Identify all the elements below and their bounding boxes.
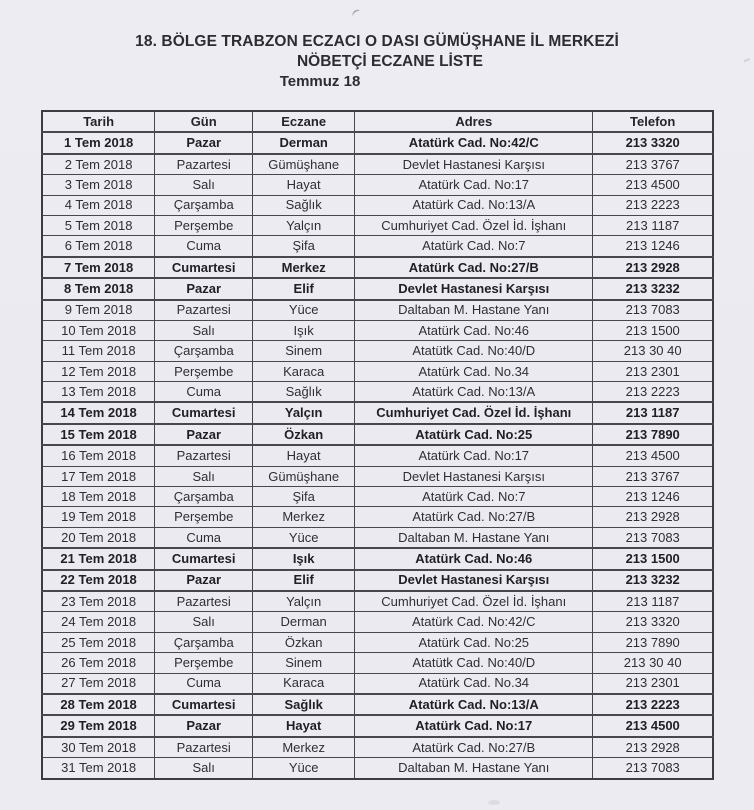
cell-gun: Perşembe — [155, 361, 253, 381]
cell-adres: Atatürk Cad. No:25 — [355, 424, 593, 445]
cell-tarih: 19 Tem 2018 — [42, 507, 155, 527]
cell-gun: Pazar — [155, 570, 253, 591]
cell-gun: Pazartesi — [155, 154, 253, 175]
table-header-row — [42, 111, 713, 132]
cell-eczane: Şifa — [253, 487, 355, 507]
cell-gun: Pazartesi — [155, 737, 253, 758]
cell-eczane: Sağlık — [253, 694, 355, 715]
column-header-adres: Adres — [355, 111, 593, 132]
cell-adres: Daltaban M. Hastane Yanı — [355, 758, 593, 779]
cell-telefon: 213 2928 — [593, 737, 713, 758]
cell-tarih: 22 Tem 2018 — [42, 570, 155, 591]
document-month-label: Temmuz 18 — [279, 73, 361, 90]
table-row — [42, 341, 713, 361]
cell-tarih: 9 Tem 2018 — [42, 300, 155, 321]
cell-adres: Atatürk Cad. No:27/B — [355, 507, 593, 527]
cell-gun: Cuma — [155, 527, 253, 548]
cell-telefon: 213 3232 — [593, 278, 713, 299]
cell-telefon: 213 1500 — [593, 320, 713, 340]
cell-gun: Cuma — [155, 673, 253, 694]
cell-tarih: 26 Tem 2018 — [42, 653, 155, 673]
cell-tarih: 28 Tem 2018 — [42, 694, 155, 715]
cell-telefon: 213 2223 — [593, 195, 713, 215]
cell-eczane: Yalçın — [253, 402, 355, 423]
cell-gun: Cumartesi — [155, 402, 253, 423]
table-row — [42, 195, 713, 215]
cell-gun: Pazar — [155, 424, 253, 445]
cell-eczane: Şifa — [253, 236, 355, 257]
cell-eczane: Yüce — [253, 527, 355, 548]
cell-telefon: 213 3320 — [593, 612, 713, 632]
column-header-telefon: Telefon — [593, 111, 713, 132]
cell-telefon: 213 4500 — [593, 175, 713, 195]
table-row — [42, 175, 713, 195]
cell-gun: Salı — [155, 175, 253, 195]
cell-eczane: Hayat — [253, 445, 355, 466]
cell-adres: Atatürk Cad. No:46 — [355, 320, 593, 340]
cell-tarih: 18 Tem 2018 — [42, 487, 155, 507]
document-title: 18. BÖLGE TRABZON ECZACI O DASI GÜMÜŞHANE İL MERKEZİ — [135, 33, 619, 50]
cell-telefon: 213 2223 — [593, 382, 713, 403]
cell-eczane: Derman — [253, 132, 355, 153]
cell-gun: Cuma — [155, 236, 253, 257]
cell-tarih: 12 Tem 2018 — [42, 361, 155, 381]
cell-telefon: 213 7890 — [593, 424, 713, 445]
table-row — [42, 715, 713, 736]
cell-telefon: 213 2223 — [593, 694, 713, 715]
cell-adres: Daltaban M. Hastane Yanı — [355, 527, 593, 548]
cell-eczane: Merkez — [253, 737, 355, 758]
cell-eczane: Yalçın — [253, 591, 355, 612]
cell-adres: Devlet Hastanesi Karşısı — [355, 154, 593, 175]
cell-eczane: Merkez — [253, 507, 355, 527]
cell-gun: Pazartesi — [155, 300, 253, 321]
cell-telefon: 213 4500 — [593, 445, 713, 466]
cell-gun: Çarşamba — [155, 487, 253, 507]
cell-telefon: 213 1187 — [593, 215, 713, 235]
cell-eczane: Yüce — [253, 300, 355, 321]
table-row — [42, 591, 713, 612]
table-row — [42, 487, 713, 507]
cell-telefon: 213 3767 — [593, 154, 713, 175]
pharmacy-duty-table — [41, 110, 714, 780]
cell-eczane: Sinem — [253, 653, 355, 673]
cell-tarih: 29 Tem 2018 — [42, 715, 155, 736]
cell-eczane: Gümüşhane — [253, 154, 355, 175]
cell-adres: Atatürk Cad. No:17 — [355, 445, 593, 466]
cell-gun: Çarşamba — [155, 632, 253, 652]
table-row — [42, 215, 713, 235]
column-header-tarih: Tarih — [42, 111, 155, 132]
cell-eczane: Yalçın — [253, 215, 355, 235]
cell-tarih: 15 Tem 2018 — [42, 424, 155, 445]
table-row — [42, 445, 713, 466]
cell-telefon: 213 30 40 — [593, 341, 713, 361]
cell-telefon: 213 7083 — [593, 758, 713, 779]
cell-gun: Pazar — [155, 278, 253, 299]
table-row — [42, 527, 713, 548]
cell-telefon: 213 1500 — [593, 548, 713, 569]
table-row — [42, 548, 713, 569]
cell-gun: Cumartesi — [155, 548, 253, 569]
table-row — [42, 402, 713, 423]
table-row — [42, 632, 713, 652]
cell-adres: Atatürk Cad. No:27/B — [355, 257, 593, 278]
cell-telefon: 213 30 40 — [593, 653, 713, 673]
cell-adres: Devlet Hastanesi Karşısı — [355, 570, 593, 591]
cell-telefon: 213 2928 — [593, 257, 713, 278]
cell-telefon: 213 2928 — [593, 507, 713, 527]
cell-adres: Atatürk Cad. No:25 — [355, 632, 593, 652]
cell-tarih: 16 Tem 2018 — [42, 445, 155, 466]
column-header-gun: Gün — [155, 111, 253, 132]
cell-gun: Cumartesi — [155, 257, 253, 278]
cell-adres: Atatürk Cad. No:7 — [355, 487, 593, 507]
cell-gun: Cuma — [155, 382, 253, 403]
cell-telefon: 213 7890 — [593, 632, 713, 652]
cell-eczane: Gümüşhane — [253, 466, 355, 486]
cell-tarih: 14 Tem 2018 — [42, 402, 155, 423]
cell-gun: Perşembe — [155, 653, 253, 673]
table-row — [42, 570, 713, 591]
table-row — [42, 424, 713, 445]
cell-tarih: 31 Tem 2018 — [42, 758, 155, 779]
cell-gun: Salı — [155, 320, 253, 340]
cell-telefon: 213 7083 — [593, 300, 713, 321]
cell-tarih: 11 Tem 2018 — [42, 341, 155, 361]
cell-tarih: 2 Tem 2018 — [42, 154, 155, 175]
cell-adres: Atatürk Cad. No:42/C — [355, 132, 593, 153]
cell-tarih: 20 Tem 2018 — [42, 527, 155, 548]
cell-adres: Cumhuriyet Cad. Özel İd. İşhanı — [355, 215, 593, 235]
cell-tarih: 8 Tem 2018 — [42, 278, 155, 299]
cell-adres: Atatürk Cad. No:17 — [355, 715, 593, 736]
cell-gun: Salı — [155, 466, 253, 486]
cell-gun: Pazar — [155, 132, 253, 153]
cell-gun: Pazartesi — [155, 445, 253, 466]
cell-gun: Çarşamba — [155, 195, 253, 215]
document-header — [0, 32, 754, 92]
cell-gun: Pazar — [155, 715, 253, 736]
cell-tarih: 7 Tem 2018 — [42, 257, 155, 278]
cell-eczane: Sağlık — [253, 195, 355, 215]
table-row — [42, 694, 713, 715]
cell-adres: Atatütk Cad. No:40/D — [355, 653, 593, 673]
table-row — [42, 612, 713, 632]
cell-adres: Atatürk Cad. No.34 — [355, 361, 593, 381]
table-row — [42, 653, 713, 673]
table-row — [42, 382, 713, 403]
cell-tarih: 1 Tem 2018 — [42, 132, 155, 153]
cell-tarih: 4 Tem 2018 — [42, 195, 155, 215]
cell-tarih: 3 Tem 2018 — [42, 175, 155, 195]
column-header-eczane: Eczane — [253, 111, 355, 132]
cell-eczane: Elif — [253, 570, 355, 591]
cell-eczane: Işık — [253, 548, 355, 569]
cell-telefon: 213 1187 — [593, 591, 713, 612]
cell-tarih: 27 Tem 2018 — [42, 673, 155, 694]
cell-eczane: Hayat — [253, 715, 355, 736]
table-row — [42, 154, 713, 175]
cell-telefon: 213 1187 — [593, 402, 713, 423]
cell-gun: Perşembe — [155, 507, 253, 527]
cell-gun: Çarşamba — [155, 341, 253, 361]
table-row — [42, 737, 713, 758]
cell-eczane: Sağlık — [253, 382, 355, 403]
cell-telefon: 213 4500 — [593, 715, 713, 736]
cell-tarih: 17 Tem 2018 — [42, 466, 155, 486]
cell-eczane: Karaca — [253, 361, 355, 381]
table-row — [42, 507, 713, 527]
cell-telefon: 213 1246 — [593, 236, 713, 257]
cell-adres: Atatütk Cad. No:40/D — [355, 341, 593, 361]
cell-gun: Salı — [155, 758, 253, 779]
cell-eczane: Elif — [253, 278, 355, 299]
cell-adres: Atatürk Cad. No:17 — [355, 175, 593, 195]
table-row — [42, 758, 713, 779]
cell-tarih: 24 Tem 2018 — [42, 612, 155, 632]
cell-gun: Pazartesi — [155, 591, 253, 612]
cell-adres: Atatürk Cad. No:27/B — [355, 737, 593, 758]
cell-adres: Atatürk Cad. No:42/C — [355, 612, 593, 632]
cell-adres: Devlet Hastanesi Karşısı — [355, 466, 593, 486]
cell-tarih: 25 Tem 2018 — [42, 632, 155, 652]
scan-artifact — [351, 8, 363, 19]
cell-telefon: 213 3767 — [593, 466, 713, 486]
cell-tarih: 13 Tem 2018 — [42, 382, 155, 403]
cell-adres: Atatürk Cad. No:13/A — [355, 382, 593, 403]
cell-eczane: Özkan — [253, 632, 355, 652]
table-body — [42, 132, 713, 778]
cell-adres: Atatürk Cad. No:46 — [355, 548, 593, 569]
cell-adres: Cumhuriyet Cad. Özel İd. İşhanı — [355, 402, 593, 423]
scan-artifact — [488, 800, 500, 805]
table-row — [42, 236, 713, 257]
cell-tarih: 30 Tem 2018 — [42, 737, 155, 758]
cell-eczane: Özkan — [253, 424, 355, 445]
table-row — [42, 257, 713, 278]
cell-gun: Cumartesi — [155, 694, 253, 715]
cell-telefon: 213 2301 — [593, 673, 713, 694]
cell-tarih: 6 Tem 2018 — [42, 236, 155, 257]
table-row — [42, 278, 713, 299]
cell-telefon: 213 1246 — [593, 487, 713, 507]
table-row — [42, 673, 713, 694]
cell-adres: Atatürk Cad. No:7 — [355, 236, 593, 257]
cell-telefon: 213 7083 — [593, 527, 713, 548]
cell-adres: Daltaban M. Hastane Yanı — [355, 300, 593, 321]
cell-tarih: 21 Tem 2018 — [42, 548, 155, 569]
cell-eczane: Yüce — [253, 758, 355, 779]
cell-telefon: 213 2301 — [593, 361, 713, 381]
cell-adres: Cumhuriyet Cad. Özel İd. İşhanı — [355, 591, 593, 612]
document-subtitle: NÖBETÇİ ECZANE LİSTE — [296, 53, 483, 70]
cell-eczane: Karaca — [253, 673, 355, 694]
cell-eczane: Hayat — [253, 175, 355, 195]
cell-tarih: 23 Tem 2018 — [42, 591, 155, 612]
cell-eczane: Merkez — [253, 257, 355, 278]
table-row — [42, 361, 713, 381]
cell-gun: Perşembe — [155, 215, 253, 235]
cell-adres: Atatürk Cad. No:13/A — [355, 694, 593, 715]
cell-adres: Atatürk Cad. No:13/A — [355, 195, 593, 215]
cell-eczane: Sinem — [253, 341, 355, 361]
cell-adres: Devlet Hastanesi Karşısı — [355, 278, 593, 299]
cell-tarih: 5 Tem 2018 — [42, 215, 155, 235]
cell-eczane: Derman — [253, 612, 355, 632]
cell-gun: Salı — [155, 612, 253, 632]
table-row — [42, 132, 713, 153]
cell-tarih: 10 Tem 2018 — [42, 320, 155, 340]
table-row — [42, 300, 713, 321]
table-row — [42, 320, 713, 340]
cell-telefon: 213 3232 — [593, 570, 713, 591]
cell-adres: Atatürk Cad. No.34 — [355, 673, 593, 694]
table-row — [42, 466, 713, 486]
cell-eczane: Işık — [253, 320, 355, 340]
cell-telefon: 213 3320 — [593, 132, 713, 153]
